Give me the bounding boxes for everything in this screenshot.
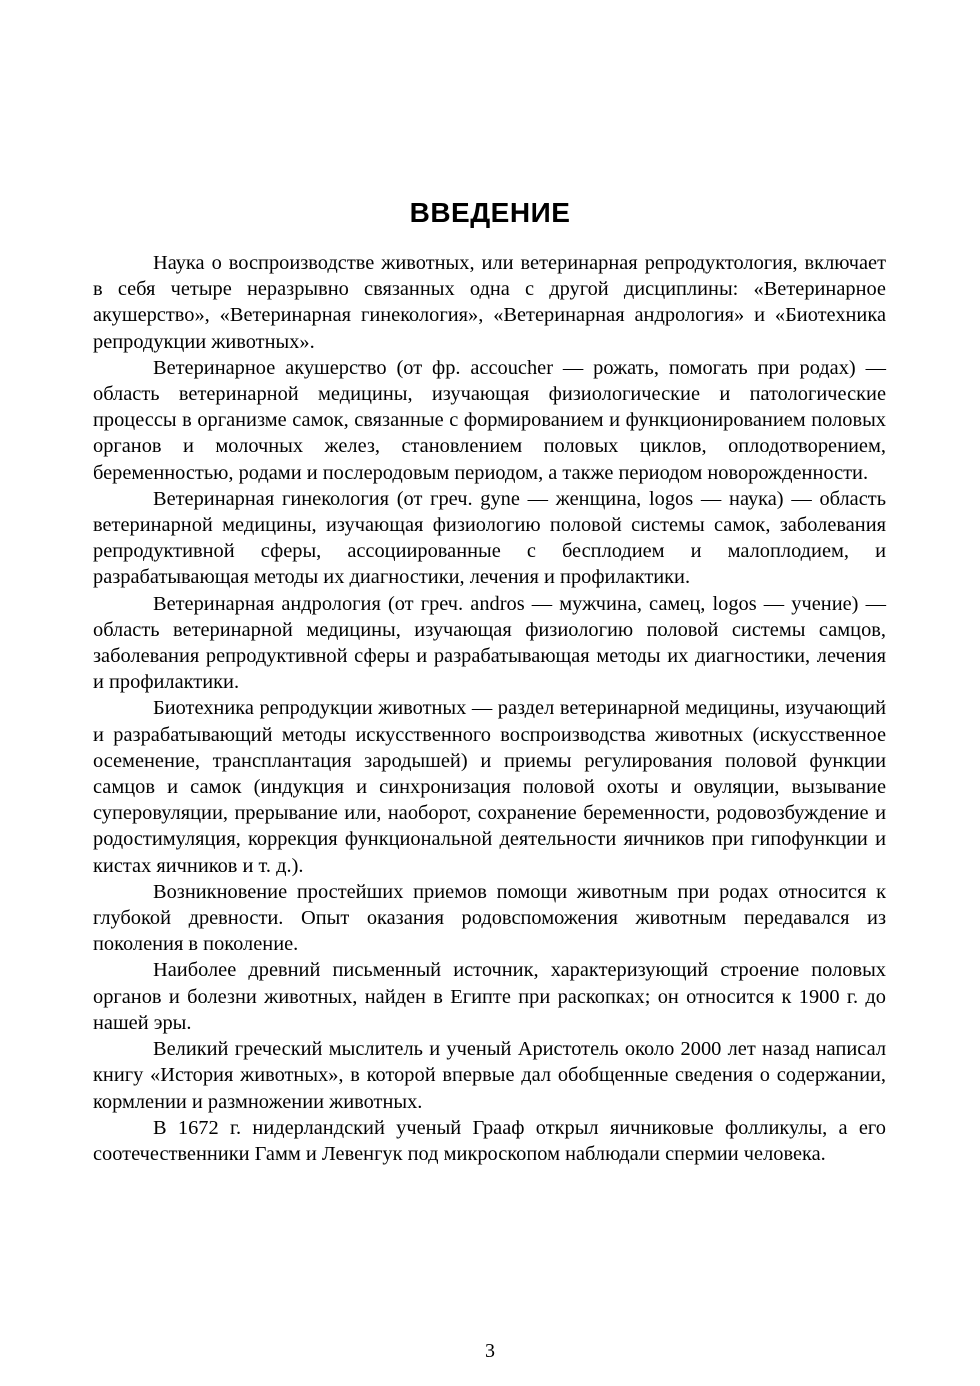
paragraph-intro: Наука о воспроизводстве животных, или ветеринарная репродуктология, включает в себя четыре неразрывно связанных одна с другой дисциплины: «Ветеринарное акушерство», «Ветеринарная гинекология», «Ветеринарная андрология» и «Биотехника репродукции животных». — [93, 252, 886, 353]
paragraph-graaf: В 1672 г. нидерландский ученый Грааф открыл яичниковые фолликулы, а его соотечественники Гамм и Левенгук под микроскопом наблюдали спермии человека. — [93, 1116, 886, 1165]
paragraph-obstetrics: Ветеринарное акушерство (от фр. accoucher — рожать, помогать при родах) — область ветеринарной медицины, изучающая физиологические и патологические процессы в организме самок, связанные с формированием и функционированием половых органов и молочных желез, становлением половых циклов, оплодотворением, беременностью, родами и послеродовым периодом, а также периодом новорожденности. — [93, 356, 886, 484]
paragraph-andrology: Ветеринарная андрология (от греч. andros — мужчина, самец, logos — учение) — область ветеринарной медицины, изучающая физиологию половой системы самцов, заболевания репродуктивной сферы и разрабатывающая методы их диагностики, лечения и профилактики. — [93, 592, 886, 694]
page-title: ВВЕДЕНИЕ — [409, 197, 571, 228]
body-text — [93, 250, 886, 1167]
paragraph-aristotle: Великий греческий мыслитель и ученый Аристотель около 2000 лет назад написал книгу «История животных», в которой впервые дал обобщенные сведения о содержании, кормлении и размножении животных. — [93, 1038, 886, 1113]
paragraph-gynecology: Ветеринарная гинекология (от греч. gyne — женщина, logos — наука) — область ветеринарной медицины, изучающая физиологию половой системы самок, заболевания репродуктивной сферы, ассоциированные с бесплодием и малоплодием, и разрабатывающая методы их диагностики, лечения и профилактики. — [93, 487, 886, 589]
paragraph-biotechnics: Биотехника репродукции животных — раздел ветеринарной медицины, изучающий и разрабатывающий методы искусственного воспроизводства животных (искусственное осеменение, трансплантация зародышей) и приемы регулирования половой функции самцов и самок (индукция и синхронизация половой охоты и овуляции, вызывание суперовуляции, прерывание или, наоборот, сохранение беременности, родовозбуждение и родостимуляция, коррекция функциональной деятельности яичников при гипофункции и кистах яичников и т. д.). — [93, 697, 886, 877]
paragraph-origins: Возникновение простейших приемов помощи животным при родах относится к глубокой древности. Опыт оказания родовспоможения животным передавался из поколения в поколение. — [93, 880, 886, 956]
paragraph-egypt: Наиболее древний письменный источник, характеризующий строение половых органов и болезни животных, найден в Египте при раскопках; он относится к 1900 г. до нашей эры. — [93, 959, 886, 1034]
page-number: 3 — [485, 1340, 495, 1362]
